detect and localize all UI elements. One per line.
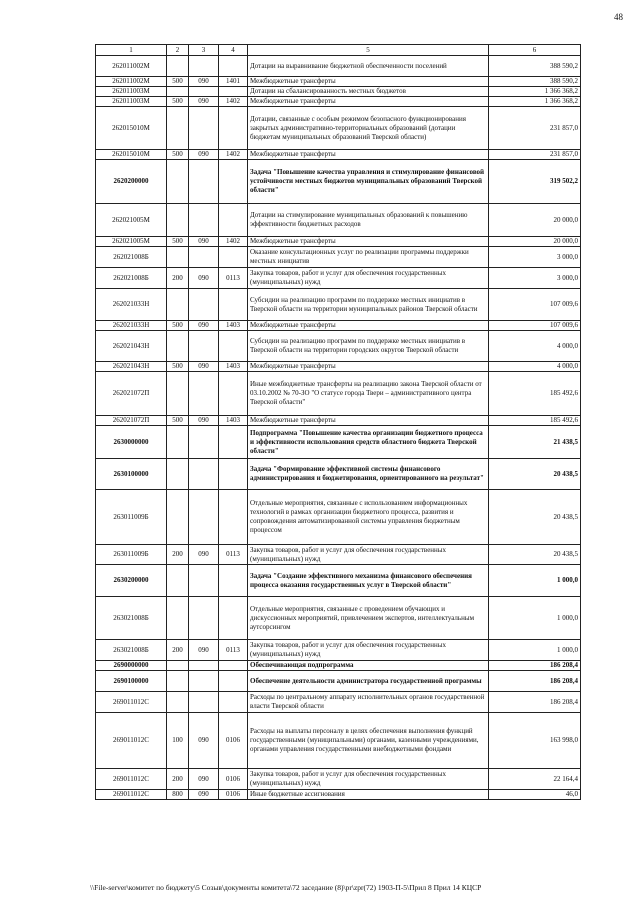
- cell-c4: 1403: [219, 416, 248, 426]
- cell-c3: 090: [189, 713, 219, 769]
- table-row: [96, 790, 581, 800]
- cell-code: 2690000000: [96, 661, 167, 671]
- cell-name: Закупка товаров, работ и услуг для обеспечения государственных (муниципальных) нужд: [248, 268, 489, 289]
- cell-c3: [189, 671, 219, 692]
- cell-c2: [167, 204, 189, 237]
- cell-c4: 0113: [219, 268, 248, 289]
- cell-name: Межбюджетные трансферты: [248, 362, 489, 372]
- cell-c4: [219, 565, 248, 597]
- cell-c4: [219, 87, 248, 97]
- cell-c2: [167, 671, 189, 692]
- header-cell: 4: [219, 45, 248, 56]
- cell-code: 269011012С: [96, 790, 167, 800]
- cell-code: 263021008Б: [96, 640, 167, 661]
- cell-c3: [189, 160, 219, 204]
- table-row: [96, 289, 581, 321]
- table-row: [96, 565, 581, 597]
- table-row: [96, 247, 581, 268]
- cell-c2: 500: [167, 97, 189, 107]
- table-row: [96, 426, 581, 459]
- cell-c3: [189, 204, 219, 237]
- cell-c4: 0106: [219, 713, 248, 769]
- cell-code: 263011009Б: [96, 545, 167, 565]
- cell-c2: [167, 107, 189, 150]
- cell-c4: 1401: [219, 77, 248, 87]
- cell-name: Подпрограмма "Повышение качества организации бюджетного процесса и эффективности использования средств областного бюджета Тверской области": [248, 426, 489, 459]
- cell-c3: 090: [189, 150, 219, 160]
- cell-code: 262015010М: [96, 107, 167, 150]
- cell-name: Расходы на выплаты персоналу в целях обеспечения выполнения функций государственными (муниципальными) органами, казенными учреждениями, органами управления государственными внебюджетными фондами: [248, 713, 489, 769]
- cell-code: 262021033Н: [96, 321, 167, 331]
- cell-sum: 185 492,6: [489, 416, 581, 426]
- cell-c3: 090: [189, 362, 219, 372]
- cell-c3: 090: [189, 77, 219, 87]
- cell-name: Межбюджетные трансферты: [248, 150, 489, 160]
- cell-code: 262011003М: [96, 97, 167, 107]
- table-row: [96, 490, 581, 545]
- cell-name: Межбюджетные трансферты: [248, 416, 489, 426]
- table-row: [96, 416, 581, 426]
- cell-c2: [167, 597, 189, 640]
- cell-c4: 1403: [219, 321, 248, 331]
- cell-name: Межбюджетные трансферты: [248, 237, 489, 247]
- cell-c4: 0106: [219, 769, 248, 790]
- cell-c2: [167, 289, 189, 321]
- cell-c4: 0113: [219, 545, 248, 565]
- cell-c4: [219, 204, 248, 237]
- table-row: [96, 661, 581, 671]
- cell-c2: [167, 87, 189, 97]
- cell-c4: [219, 426, 248, 459]
- cell-sum: 107 009,6: [489, 321, 581, 331]
- cell-code: 262021043Н: [96, 331, 167, 362]
- cell-sum: 185 492,6: [489, 372, 581, 416]
- cell-name: Дотации на стимулирование муниципальных образований к повышению эффективности бюджетных расходов: [248, 204, 489, 237]
- cell-name: Отдельные мероприятия, связанные с проведением обучающих и дискуссионных мероприятий, привлечением экспертов, интеллектуальным аутсорсингом: [248, 597, 489, 640]
- cell-sum: 1 000,0: [489, 640, 581, 661]
- cell-code: 262021005М: [96, 204, 167, 237]
- cell-c2: [167, 565, 189, 597]
- cell-sum: 20 438,5: [489, 545, 581, 565]
- cell-sum: 1 366 368,2: [489, 97, 581, 107]
- cell-sum: 20 438,5: [489, 459, 581, 490]
- cell-name: Иные бюджетные ассигнования: [248, 790, 489, 800]
- header-cell: 2: [167, 45, 189, 56]
- cell-c3: 090: [189, 237, 219, 247]
- cell-c2: [167, 661, 189, 671]
- table-row: [96, 150, 581, 160]
- cell-code: 263011009Б: [96, 490, 167, 545]
- cell-c4: [219, 160, 248, 204]
- cell-sum: 186 208,4: [489, 671, 581, 692]
- cell-c3: [189, 597, 219, 640]
- cell-c3: [189, 56, 219, 77]
- cell-code: 262015010М: [96, 150, 167, 160]
- cell-sum: 186 208,4: [489, 661, 581, 671]
- table-row: [96, 545, 581, 565]
- table-row: [96, 204, 581, 237]
- cell-sum: 388 590,2: [489, 77, 581, 87]
- cell-c3: 090: [189, 790, 219, 800]
- cell-c2: [167, 692, 189, 713]
- cell-c4: [219, 671, 248, 692]
- cell-name: Задача "Формирование эффективной системы финансового администрирования и бюджетирования, ориентированного на результат": [248, 459, 489, 490]
- cell-c2: 500: [167, 321, 189, 331]
- cell-c3: [189, 87, 219, 97]
- header-cell: 5: [248, 45, 489, 56]
- table-row: [96, 237, 581, 247]
- cell-name: Межбюджетные трансферты: [248, 321, 489, 331]
- cell-name: Оказание консультационных услуг по реализации программы поддержки местных инициатив: [248, 247, 489, 268]
- cell-sum: 1 000,0: [489, 597, 581, 640]
- cell-c4: [219, 247, 248, 268]
- cell-code: 262011003М: [96, 87, 167, 97]
- cell-c3: [189, 490, 219, 545]
- cell-sum: 1 366 368,2: [489, 87, 581, 97]
- cell-c2: [167, 426, 189, 459]
- header-cell: 1: [96, 45, 167, 56]
- cell-sum: 4 000,0: [489, 362, 581, 372]
- cell-name: Дотации на выравнивание бюджетной обеспеченности поселений: [248, 56, 489, 77]
- cell-c2: 800: [167, 790, 189, 800]
- page-number: 48: [614, 12, 623, 22]
- cell-c4: [219, 459, 248, 490]
- cell-code: 262011002М: [96, 56, 167, 77]
- cell-c3: 090: [189, 97, 219, 107]
- footer-file-path: \\File-server\комитет по бюджету\5 Созыв\документы комитета\72 заседание (8)\pr\zpr(72) 1903-П-5\Прил 8 Прил 14 КЦСР: [90, 883, 482, 892]
- cell-code: 2620200000: [96, 160, 167, 204]
- table-row: [96, 97, 581, 107]
- cell-sum: 3 000,0: [489, 247, 581, 268]
- cell-sum: 1 000,0: [489, 565, 581, 597]
- cell-c3: 090: [189, 321, 219, 331]
- cell-c2: [167, 459, 189, 490]
- cell-c3: [189, 565, 219, 597]
- cell-c3: [189, 692, 219, 713]
- cell-name: Обеспечение деятельности администратора государственной программы: [248, 671, 489, 692]
- table-row: [96, 459, 581, 490]
- cell-sum: 20 438,5: [489, 490, 581, 545]
- cell-code: 262021008Б: [96, 247, 167, 268]
- table-row: [96, 769, 581, 790]
- cell-c4: [219, 490, 248, 545]
- table-row: [96, 160, 581, 204]
- cell-name: Иные межбюджетные трансферты на реализацию закона Тверской области от 03.10.2002 № 70-ЗО "О статусе города Твери – административного центра Тверской области": [248, 372, 489, 416]
- cell-sum: 107 009,6: [489, 289, 581, 321]
- cell-c3: [189, 459, 219, 490]
- cell-c4: 1403: [219, 362, 248, 372]
- cell-sum: 231 857,0: [489, 150, 581, 160]
- cell-code: 262021043Н: [96, 362, 167, 372]
- cell-name: Закупка товаров, работ и услуг для обеспечения государственных (муниципальных) нужд: [248, 769, 489, 790]
- cell-name: Дотации на сбалансированность местных бюджетов: [248, 87, 489, 97]
- table-row: [96, 331, 581, 362]
- cell-code: 262021008Б: [96, 268, 167, 289]
- cell-name: Межбюджетные трансферты: [248, 77, 489, 87]
- cell-c3: 090: [189, 545, 219, 565]
- cell-c4: 1402: [219, 97, 248, 107]
- cell-code: 262021005М: [96, 237, 167, 247]
- cell-name: Задача "Повышение качества управления и стимулирование финансовой устойчивости местных бюджетов муниципальных образований Тверской области": [248, 160, 489, 204]
- cell-name: Субсидии на реализацию программ по поддержке местных инициатив в Тверской области на территории муниципальных районов Тверской области: [248, 289, 489, 321]
- cell-c3: [189, 426, 219, 459]
- cell-sum: 4 000,0: [489, 331, 581, 362]
- cell-sum: 22 164,4: [489, 769, 581, 790]
- cell-c2: 200: [167, 769, 189, 790]
- cell-c2: [167, 372, 189, 416]
- cell-c3: [189, 331, 219, 362]
- table-row: [96, 56, 581, 77]
- cell-code: 2690100000: [96, 671, 167, 692]
- cell-name: Субсидии на реализацию программ по поддержке местных инициатив в Тверской области на территории городских округов Тверской области: [248, 331, 489, 362]
- cell-code: 269011012С: [96, 713, 167, 769]
- cell-code: 262021033Н: [96, 289, 167, 321]
- cell-c4: [219, 597, 248, 640]
- cell-c4: 0113: [219, 640, 248, 661]
- cell-c2: 500: [167, 362, 189, 372]
- cell-c3: [189, 247, 219, 268]
- table-row: [96, 713, 581, 769]
- cell-sum: 163 998,0: [489, 713, 581, 769]
- cell-code: 269011012С: [96, 692, 167, 713]
- cell-c4: 1402: [219, 237, 248, 247]
- cell-c4: [219, 372, 248, 416]
- cell-sum: 20 000,0: [489, 204, 581, 237]
- cell-c3: 090: [189, 640, 219, 661]
- cell-name: Закупка товаров, работ и услуг для обеспечения государственных (муниципальных) нужд: [248, 640, 489, 661]
- cell-name: Закупка товаров, работ и услуг для обеспечения государственных (муниципальных) нужд: [248, 545, 489, 565]
- budget-table: [95, 44, 581, 800]
- cell-sum: 46,0: [489, 790, 581, 800]
- table-row: [96, 268, 581, 289]
- cell-code: 269011012С: [96, 769, 167, 790]
- cell-c4: [219, 56, 248, 77]
- cell-c2: [167, 490, 189, 545]
- cell-name: Дотации, связанные с особым режимом безопасного функционирования закрытых административно-территориальных образований (дотации бюджетам муниципальных образований Тверской области): [248, 107, 489, 150]
- cell-c3: [189, 289, 219, 321]
- cell-c2: 200: [167, 640, 189, 661]
- table-row: [96, 87, 581, 97]
- cell-code: 262021072П: [96, 416, 167, 426]
- cell-c3: [189, 372, 219, 416]
- cell-code: 262021072П: [96, 372, 167, 416]
- cell-c2: [167, 247, 189, 268]
- cell-c3: [189, 107, 219, 150]
- cell-sum: 3 000,0: [489, 268, 581, 289]
- cell-code: 262011002М: [96, 77, 167, 87]
- cell-name: Расходы по центральному аппарату исполнительных органов государственной власти Тверской области: [248, 692, 489, 713]
- cell-code: 2630100000: [96, 459, 167, 490]
- cell-c4: [219, 331, 248, 362]
- cell-c3: 090: [189, 769, 219, 790]
- cell-c2: 500: [167, 416, 189, 426]
- cell-sum: 21 438,5: [489, 426, 581, 459]
- table-row: [96, 692, 581, 713]
- cell-c2: 500: [167, 77, 189, 87]
- cell-c2: 200: [167, 545, 189, 565]
- cell-c4: 0106: [219, 790, 248, 800]
- cell-sum: 20 000,0: [489, 237, 581, 247]
- table-body: [96, 56, 581, 800]
- header-cell: 3: [189, 45, 219, 56]
- cell-name: Отдельные мероприятия, связанные с использованием информационных технологий в рамках организации бюджетного процесса, развития и сопровождения автоматизированной системы управления бюджетным процессом: [248, 490, 489, 545]
- table-row: [96, 362, 581, 372]
- table-row: [96, 671, 581, 692]
- cell-c2: 500: [167, 237, 189, 247]
- cell-c2: 200: [167, 268, 189, 289]
- cell-c2: [167, 331, 189, 362]
- cell-c2: 500: [167, 150, 189, 160]
- table-row: [96, 107, 581, 150]
- header-cell: 6: [489, 45, 581, 56]
- cell-c4: [219, 107, 248, 150]
- table-row: [96, 77, 581, 87]
- table-row: [96, 597, 581, 640]
- cell-c2: 100: [167, 713, 189, 769]
- cell-c2: [167, 56, 189, 77]
- cell-c4: 1402: [219, 150, 248, 160]
- cell-c4: [219, 692, 248, 713]
- cell-code: 263021008Б: [96, 597, 167, 640]
- cell-sum: 186 208,4: [489, 692, 581, 713]
- table-row: [96, 321, 581, 331]
- cell-code: 2630200000: [96, 565, 167, 597]
- cell-c3: 090: [189, 268, 219, 289]
- cell-c3: 090: [189, 416, 219, 426]
- cell-sum: 388 590,2: [489, 56, 581, 77]
- table-row: [96, 372, 581, 416]
- cell-c4: [219, 661, 248, 671]
- header-row: [96, 45, 581, 56]
- cell-c3: [189, 661, 219, 671]
- cell-sum: 231 857,0: [489, 107, 581, 150]
- cell-c2: [167, 160, 189, 204]
- cell-name: Задача "Создание эффективного механизма финансового обеспечения процесса оказания государственных услуг в Тверской области": [248, 565, 489, 597]
- cell-name: Межбюджетные трансферты: [248, 97, 489, 107]
- cell-c4: [219, 289, 248, 321]
- cell-code: 2630000000: [96, 426, 167, 459]
- cell-name: Обеспечивающая подпрограмма: [248, 661, 489, 671]
- table-row: [96, 640, 581, 661]
- cell-sum: 319 502,2: [489, 160, 581, 204]
